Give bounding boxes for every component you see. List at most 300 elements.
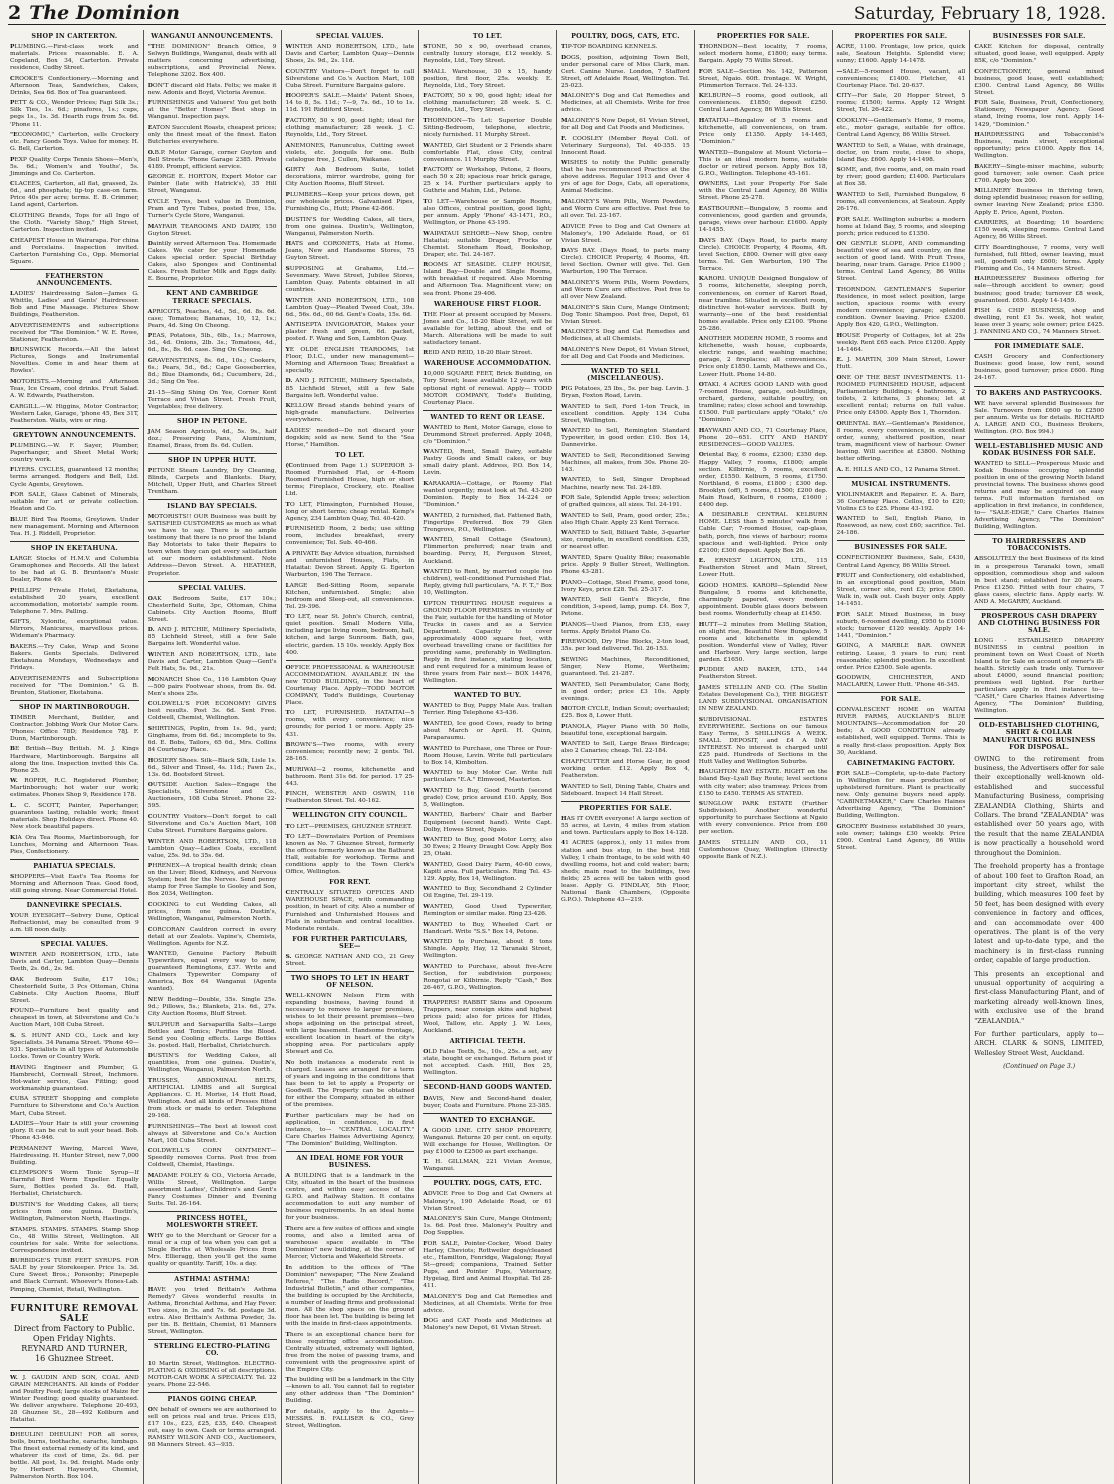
classified-ad: EASTBOURNE—Bungalow, 5 rooms and conveniences, good garden and grounds, garage, views over harbour. £1600. Apply 14-1455.: [698, 204, 828, 234]
classified-ad: GROCERY Business established 30 years, sole owner; takings £30 weekly. Price £900. Central Land Agency, 86 Willis Street.: [836, 822, 966, 851]
classified-ad: BAKERY—Single-mixer machine, suburb; good turnover; sole owner. Cash price £700. Apply box 200.: [974, 162, 1104, 184]
classified-ad: WANTED, Good Dairy Farm, 40-60 cows, Kapiti area. Full particulars. Ring Tel. 43-129. Apply, Box 14, Wellington.: [423, 860, 552, 882]
classified-ad: WANTED, Sell Gent's Bicycle, fine condition, 3-speed, lamp, pump. £4. Box 7, Petone.: [561, 596, 690, 618]
column-8: [970, 30, 1108, 1484]
classified-ad: FACTORY or Workshop, Petone, 2 floors, each 50 x 28; spacious rear brick garage, 25 x 14. Further particulars apply to Guthrie and Mahin, Ltd., Petone.: [423, 166, 552, 195]
classified-ad: MADAME FOLEY & CO., Victoria Arcade, Willis Street, Wellington. Large assortment Ladies', Children's and Gent's Fancy Costumes Dinner and Evening Suits. Tel. 26-164.: [147, 1171, 277, 1208]
classified-ad: WANTED, Rent, Small Dairy, suitable Pastry Goods and Small cakes, or buy small dairy plant. Address, P.O. Box 14, Levin.: [423, 448, 552, 477]
column-divider: [974, 534, 1104, 535]
classified-ad: HOSIERY Shoes. Silk—Black Silk, Lisle 1s. 6d., Silver and Tinsel, 4s. 11d.; Fawn 2s., 13s. 6d. Bootsford Street.: [147, 756, 277, 778]
classified-ad: FLYERS. CYCLES, guaranteed 12 months; terms arranged. Rodgers and Bell, Ltd. Cycle Agents, Greytown.: [10, 466, 139, 488]
column-divider: [423, 1113, 552, 1114]
classified-ad: WANTED, Spare Quality Bike; reasonable price. Apply 9 Buller Street, Wellington. Phone 43-281.: [561, 553, 690, 575]
section-heading: PRINCESS HOTEL, MOLESWORTH STREET.: [166, 1214, 258, 1230]
classified-ad: GEORGE E. HORTON, Expert Motor car Painter (late with Hatrick's), 35 Hill Street, Wanganui.: [147, 173, 277, 195]
classified-ad: E. J. MARTIN, 309 Main Street, Lower Hutt.: [836, 356, 966, 371]
classified-ad: For details, apply to the Agents— MESSRS. B. FALLISER & CO., Grey Street, Wellington.: [285, 1407, 415, 1430]
section-heading: WELL-ESTABLISHED MUSIC AND KODAK BUSINESS FOR SALE.: [975, 441, 1104, 457]
section-heading: AN IDEAL HOME FOR YOUR BUSINESS.: [296, 1153, 404, 1169]
classified-ad: BRUNSWICK Records.—All the latest Pictures, Songs and Instrumental Novelties. Come in and hear them at Rowles'.: [10, 346, 139, 375]
column-divider: [10, 428, 139, 429]
column-7: [833, 30, 971, 1484]
classified-ad: No both instances a moderate rent is charged. Leases are arranged for a term of years and ingoing in the conditions that has been to let to apply a Property or Goodwill. The Property can be obtained for either the Company, situated in either of the premises.: [285, 1058, 415, 1109]
classified-ad: PHILLIPS' Private Hotel, Eketahuna, established 20 years, excellent accommodation, motorists' sample room. Telephone 7. Mrs. Palling.: [10, 586, 139, 615]
classified-ad: CLACEES, Carterton, all flat, grassed, 2s. 6d., and phosphate; tip-top case-on farm. Price 40s per acre; terms. E. B. Crimmer, Land agent, Carterton.: [10, 180, 139, 209]
classified-ad: FOR SALE—Complete, up-to-date Factory in Wellington for mass production of upholstered furniture. Plant is practically new. Only genuine buyers need apply. "CABINETMAKER," Care Charles Haines Advertising Agency, "The Dominion" Building, Wellington.: [836, 769, 966, 819]
classified-ad: CAKE Kitchen for disposal, centrally situated, good lease, well equipped. Apply 85K, c/o "Dominion.": [974, 43, 1104, 65]
classified-ad: DHEULIN! DHEULIN! FOR all sores, boils, burns, toothache, earache, lumbago. The finest external remedy of its kind, and whatever its cost of time, 2s. 6d. per bottle. All post, 1s. 9d. freight. Made only by Herbert Hayworth, Chemist, Palmerston North. Box 104.: [10, 1430, 139, 1481]
classified-ad: S. GEORGE NATHAN AND CO., 21 Grey Street.: [285, 952, 415, 967]
classified-ad: CORCORAN Cauldron correct in every detail at our Zealots. Vapine's, Chemists, Wellington. Agents for N.Z.: [147, 925, 277, 947]
classified-ad: The building will be a landmark in the City—known to all. You cannot fail to register any other address than "The Dominion" Building.: [285, 1376, 415, 1405]
classified-ad: HAIRDRESSERS' Business offering for sale—through accident to owner; good business; good trade; turnover £8 week, guaranteed. £650. Apply 14-1459.: [974, 275, 1104, 304]
classified-ad: MONARCH Shoe Co., 116 Lambton Quay—500 pairs Footwear shoes, from 8s. 6d. Men's shoes 25s.: [147, 675, 277, 697]
classified-ad: MALONEY'S Dog and Cat Remedies and Medicines, at all Chemists. Write for free advice.: [423, 1292, 552, 1314]
classified-ad: O.B.P. Motor Garage, corner Guyton and Bell Streets. 'Phone Garage 2385. Private 4189. Prompt, efficient service.: [147, 148, 277, 170]
column-divider: [148, 1272, 277, 1273]
classified-ad: SUBDIVISIONAL ESTATES EVERYWHERE. Sections on our famous Easy Terms, 5 SHILLINGS A WEEK. SMALL DEPOSIT, and £4 A DAY INTEREST. No interest is charged until £25 paid. Hundreds of Sections in the Hutt Valley and Wellington Suburbs.: [698, 715, 828, 765]
section-heading: SHOP IN CARTERTON.: [31, 32, 118, 40]
classified-ad: —SALE—5-roomed House, vacant, all conveniences; £1400. Fletcher, 41 Courtenay Place. Tel. 20-637.: [836, 67, 966, 89]
column-4: [419, 30, 557, 1484]
classified-ad: W. J. GAUDIN AND SON, COAL AND GRAIN MERCHANTS. All kinds of Fodder and Poultry Feed; large stocks of Maize for Winter Feeding; good quality guaranteed. We deliver anywhere. Telephone 20-493, 28 Ghuznee St., 28—492 Koliburn and Hataitai.: [10, 1373, 139, 1423]
classified-ad: HUTT—2 minutes from Melling Station, on slight rise, Beautiful New Bungalow, 5 rooms and kitchenette in splendid position. Wonderful view of Valley, River and Harbour. Very large section, large garden. £1650.: [698, 620, 828, 663]
section-heading: ISLAND BAY SPECIALS.: [167, 502, 258, 511]
section-heading: PAHIATUA SPECIALS.: [33, 861, 116, 870]
section-heading: STERLING ELECTRO-PLATING CO.: [154, 1341, 271, 1357]
classified-ad: FOR SALE—Section No. 142, Patterson Street, Ngaio. 60ft. frontage. W. Wright, Plimmerton Terrace. Tel. 24-133.: [698, 67, 828, 89]
column-divider: [148, 1211, 277, 1212]
classified-ad: DON'T discard old Hats. Felts; we make it new. Adonis and Boyd, Victoria Avenue.: [147, 81, 277, 96]
section-heading: SHOP IN MARTINBOROUGH.: [18, 702, 130, 711]
classified-ad: PERMANENT Waving, Marcel Wave, Hairdressing. H. Hunter Street, new 7,000 Building.: [10, 1144, 139, 1166]
column-divider: [286, 1151, 415, 1152]
classified-ad: FOR SALE Mixed Business, in busy suburb, 6-roomed dwelling, £950 to £1000 stock; turnover £120 weekly. Apply 14-1441, "Dominion.": [836, 610, 966, 639]
classified-ad: A GOOD LINE. CITY SHOP PROPERTY, Wanganui. Returns 20 per cent. on equity. Will exchange for House, Wellington. Or pay £1000 to £2500 as part exchange.: [423, 1126, 552, 1155]
classified-ad: FINCH, WEBSTER AND OSWIN, 116 Featherston Street. Tel. 40-162.: [285, 790, 415, 805]
classified-ad: WANTED to Buy, Wheeled Cart or Handcart. Write "S.S." Box 14, Petone.: [423, 920, 552, 935]
column-divider: [10, 269, 139, 270]
section-heading: OLD-ESTABLISHED CLOTHING, SHIRT & COLLAR MANUFACTURING BUSINESS FOR DISPOSAL.: [978, 721, 1100, 751]
advertisement-paragraph: This presents an exceptional and unusual opportunity of acquiring a first-class Manufacturing Plant, and of marketing already well-known lines, with exclusive use of the brand "ZEALANDIA.": [974, 969, 1104, 1025]
classified-ad: WANTED to Rent, Motor Garage, close to Drummond Street preferred. Apply 2048, c/o "Dominion.": [423, 423, 552, 445]
classified-ad: JAM Season Apricots, 4d., 5s. 9s., half doz.; Preserving Pans, Aluminium, Enamel, Brass, from 8s. 6d. Cullen.: [147, 427, 277, 449]
classified-ad: LADIES' Hairdressing Salon—James G. Whittle, Ladies' and Gents' Hairdresser. Bob and Fine Massage. Pictures Show Buildings, Featherston.: [10, 289, 139, 319]
classified-ad: GIRTY Ash Bedroom Suite, toilet decorations, mirror wardrobe, going for City Auction Rooms, Bluff Street.: [285, 166, 415, 188]
classified-ad: ON GENTLE SLOPE, AND commanding beautiful view of sea and country, on fine section of good land. With Fruit Trees, bearing, near tram. Garage. Price £1900 ; terms. Central Land Agency, 86 Willis Street.: [836, 240, 966, 283]
display-ad-line: Open Friday Nights.: [33, 1333, 116, 1343]
display-ad-line: Direct from Factory to Public.: [13, 1323, 135, 1333]
classified-ad: ONE OF THE BEST INVESTMENTS. 11-ROOMED FURNISHED HOUSE, adjacent Parliamentary Buildings; 4 bathrooms, 2 toilets, 2 kitchens, 3 phones; let at excellent rental; returns on full value. Price only £4500. Apply Box 1, Thorndon.: [836, 373, 966, 417]
classified-ad: TIP-TOP BOARDING KENNELS.: [561, 43, 658, 51]
classified-ad: LADIES' needed—Do not discard your dogskin; sold as new. Send to the "Sea Horse," Hamilton.: [285, 426, 415, 448]
classified-ad: KELLOW Bread stands behind years of high-grade manufacture. Deliveries everywhere.: [285, 402, 415, 424]
classified-ad: A. E. HILLS AND CO., 12 Panama Street.: [836, 465, 961, 473]
classified-ad: REID AND REID, 18-20 Blair Street.: [423, 349, 533, 357]
classified-ad: KELBURN—5 rooms, good outlook, all conveniences. £1850; deposit £250. Central Land Agency, 86 Willis Street.: [698, 92, 828, 114]
classified-ad: ANTISEPTA INVIGORATOR, Makes your plaster fresh and green, 6d. packet, posted. F. Wang and Son, Lambton Quay.: [285, 321, 415, 343]
classified-ad: SOME, and, five rooms, and, on main road by river; good garden; £1400. Particulars at Box 38.: [836, 166, 966, 188]
section-heading: TO LET.: [335, 450, 365, 459]
masthead-left: [8, 2, 180, 24]
classified-ad: TRAPPERS! RABBIT Skins and Opossum Trappers, near consign skins and highest prices paid; also for prices for Hides, Wool, Tallow, etc. Apply J. W. Lees, Auckland.: [423, 998, 552, 1035]
classified-ad: ADVERTISEMENTS and Subscriptions received for "The Dominion." G. B. Brunton, Stationer, Eketahuna.: [10, 674, 139, 696]
classified-ad: ANOTHER MODERN HOME, 5 rooms and kitchenette, wash house, cupboards, electric range, and washing machine; garage, 2 fireplaces; all conveniences. Price only £1850. Lamb, Mathews and Co., Lower Hutt. Phone 14-80.: [698, 335, 828, 378]
classified-ad: OWNERS, List your Property For Sale with the Central Land Agency, 86 Willis Street. Phone 25-278.: [698, 180, 828, 202]
classified-ad: CLOTHING Brands, Tops for all Ingo of the Cloth. "Variety Shop," High Street, Carterton. Inspection invited.: [10, 212, 139, 234]
classified-ad: CHEAPEST House in Wairarapa. For china and Porcelains. Inspection invited. Carterton Furnishing Co., Opp. Memorial Square.: [10, 236, 139, 265]
advertisement-paragraph: The freehold property has a frontage of about 100 feet to Grafton Road, an important city street, whilst the building, which measures 100 feet by 50 feet, has been designed with every convenience in factory and offices, and can accommodate over 400 operatives. The plant is of the very latest and up-to-date type, and the machinery is in first-class running order, capable of large production.: [974, 862, 1104, 965]
section-heading: SPECIAL VALUES.: [40, 940, 109, 949]
column-divider: [148, 286, 277, 287]
classified-ad: A PRIVATE Bay Advice situation, furnished and unfurnished Houses, Flats, in Hataitai: Devon Street. Apply G. Egerton Warburton, 196 The Terrace.: [285, 549, 415, 579]
classified-ad: MALONEY'S Skin Cure, Mange Ointment; Dog Tonic Shampoo. Post free, Depot, 61 Vivian Street.: [561, 303, 690, 325]
column-divider: [148, 1392, 277, 1393]
classified-ad: CONFECTIONERY, general mixed business, good lease, well established; £300. Central Land Agency, 86 Willis Street.: [974, 67, 1104, 96]
column-2: [144, 30, 282, 1484]
column-divider: [837, 540, 966, 541]
classified-ad: WINTER AND ROBERTSON, LTD., late Davis and Carter, Lambton Quay—Gent's Felt Hats, 5s. 9d., 21s.: [147, 650, 277, 673]
classified-ad: CHAFFCUTTER and Horse Gear, in good working order. £12. Apply Box 4, Featherston.: [561, 758, 690, 780]
classified-ad: COOKING to cut Wedding Cakes, all prices, from one guinea. Dustin's, Wellington, Wanganui, Palmerston North.: [147, 900, 277, 922]
classified-ad: CONFECTIONERY Business, Sale, £430, Central Land Agency, 86 Willis Street.: [836, 554, 966, 569]
classified-ad: DOG and CAT Foods and Medicines at Maloney's new Depot, 61 Vivian Street.: [423, 1317, 552, 1332]
classified-ad: FACTORY, 50 x 90, good light; ideal for clothing manufacturer; 28 week. S. C. Reynolds, Ltd., Tory Street.: [423, 92, 552, 114]
classified-ad: PIANOS—Used Pianos, from £35, easy terms. Apply Bristol Piano Co.: [561, 620, 690, 635]
section-heading: KENT AND CAMBRIDGE TERRACE SPECIALS.: [166, 289, 259, 305]
classified-ad: ANEMONES, Ranunculus, Cutting sweet violets, etc. Jonquils for one. Bulb catalogue free, J. Cullen, Waikanae.: [285, 141, 415, 163]
column-divider: [974, 609, 1104, 610]
classified-ad: FOUND—Furniture best quality and cheapest in town, at Silverstone and Co.'s Auction Mart, 108 Cuba Street.: [10, 1007, 139, 1029]
section-heading: PROPERTIES FOR SALE.: [578, 803, 672, 812]
classified-ad: FRUIT and Confectionery, old established, in an exceptional good position, Main Street, corner site, rent £3; price £800. Walk in, walk out. Cash buyer only. Apply 14-1451.: [836, 572, 966, 608]
classified-ad: COLDWELL'S FOR ECONOMY! GIVES best results. Post 3s. 6d. Sent Free. Coldwell, Chemist, Wellington.: [147, 700, 277, 722]
column-divider: [10, 700, 139, 701]
classified-ad: MALONEY'S Dog and Cat Remedies and Medicines, at all Chemists.: [561, 328, 690, 343]
classified-ad: JAMES STELLIN AND CO. (The Stellin Estates Development Co.), THE BIGGEST LAND SUBDIVISIONAL ORGANISATION IN NEW ZEALAND.: [698, 683, 828, 713]
column-divider: [148, 581, 277, 582]
classified-ad: OAK Bedroom Suite, £17 10s.; Chesterfield Suite, 3pc, Ottoman, China Cabinets. City Auction Rooms, Bluff Street.: [147, 594, 277, 623]
classified-ad: WANTED to Sell, Furnished Bungalow, 6 rooms, all conveniences, at Seatoun. Apply 26-176.: [836, 190, 966, 212]
section-heading: FOR RENT.: [329, 878, 371, 887]
classified-ad: CYCLE Tyres, best value in Dominion, Pram and Tyre Tubes, posted free, 15s. Turner's Cycle Store, Wanganui.: [147, 197, 277, 220]
section-heading: WELLINGTON CITY COUNCIL.: [292, 811, 408, 820]
classified-ad: DUSTIN'S for Wedding Cakes, all quantities, from one guinea. Dustin's, Wellington, Wanganui, Palmerston North.: [147, 1052, 277, 1074]
classified-ad: WANTED to Sell, Pram, good order, 25s.; also High Chair. Apply 23 Kent Terrace.: [561, 511, 690, 526]
classified-ad: FOR SALE, Glass Cabinet of Minerals, suitable for art or private collection. Heaton and Co.: [10, 491, 139, 513]
classified-ad: MOTOR CYCLE, Indian Scout; overhauled; £25. Box 8, Lower Hutt.: [561, 705, 690, 720]
issue-date: Saturday, February 18, 1928.: [853, 4, 1106, 24]
classified-ad: HAS IT OVER everyone! A large section of 55 acres, at Levin, 4 miles from station and town. Particulars apply to Box 14-128.: [561, 814, 690, 836]
classified-ad: OAK Bedroom Suite, £17 10s.; Chesterfield Suite, 3 Pcs Ottoman, China Cabinets. City Auction Rooms, Bluff Street.: [10, 975, 139, 1004]
classified-ad: STAMPS. STAMPS. STAMPS. Stamp Shop Co., 48 Willis Street, Wellington. All countries for sale. Write for selections. Correspondence invited.: [10, 1225, 139, 1254]
classified-ad: SHIRTINGS, Poplin, from 1s. 9d., yard; Ginghams, from 6d. 6d.; incomplete to 9s. 6d. E. Bobs, Tailors, 65 6d., Mrs. Collins 84 Courtenay Place.: [147, 724, 277, 753]
column-divider: [423, 410, 552, 411]
classified-ad: WANTED to Sell, Dining Table, Chairs and Sideboard. Inspect 14 Hall Street.: [561, 782, 690, 797]
classified-ad: PLUMBING.—First-class work and materials. Prices reasonable. E. A. Copeland, Box 34, Carterton. Private residence, Cudby Street.: [10, 43, 139, 72]
classified-ad: TO LET—PREMISES, GHUZNEE STREET.: [285, 822, 413, 830]
classified-ad: WANTED to SELL—Prosperous Music and Kodak Business occupying splendid position in one of the growing North Island provincial towns. The business shows good returns and may be acquired on easy terms. Full information furnished on application in first instance, in confidence, to— "SALE-EDGE," Care Charles Haines Advertising Agency, "The Dominion" Building, Wellington.: [974, 459, 1104, 531]
classified-ad: ADVICE Free to Dog and Cat Owners at Maloney's, 190 Adelaide Road, or 61 Vivian Street.: [561, 222, 690, 244]
page-number: 2: [8, 2, 22, 24]
classified-ad: SUNGLOW PARK ESTATE (Further Subdivision). Another wonderful opportunity to purchase Sections at Ngaio with every convenience. Price from £60 per section.: [698, 800, 828, 836]
section-heading: WANGANUI ANNOUNCEMENTS.: [151, 32, 274, 40]
classified-ad: WINTER AND ROBERTSON, LTD., late Davis and Carter, Lambton Quay—Dennis Shoes, 2s. 9d., 2s. 11d.: [285, 43, 415, 65]
classified-ad: FOR Sale, Business, Fruit, Confectionery, Stationery, Newspaper Agency. Good stand, living rooms, low rent. Apply 14-1429, "Dominion.": [974, 99, 1104, 128]
column-divider: [974, 339, 1104, 340]
classified-ad: WANTED, Sell Perambulator, Cane Body, in good order; price £3 10s. Apply evenings.: [561, 680, 690, 702]
classified-ad: PIG Potatoes, 25 lbs., 5s. per bag. Levin. J. Bryan, Foxton Road, Levin.: [561, 384, 690, 400]
classified-ad: CARRIERS, at Boarding; 16 boarders; £150 week, sleeping rooms. Central Land Agency, 86 Willis Street.: [974, 219, 1104, 241]
classified-ad: KARAKARIA—Cottage, or Roomy Flat wanted urgently; must look at Tel. 43-200 Dominion. Reply to Box 14-224 or "Dominion.": [423, 480, 552, 509]
column-divider: [974, 718, 1104, 719]
classified-ad: A BUILDING that is a landmark in the City, situated in the heart of the business centre, and within easy access of the G.P.O. and Railway Station. It contains accommodation to suit any number of business requirements. In an ideal home for your business.: [285, 1172, 415, 1222]
classified-columns: [6, 30, 1108, 1481]
classified-ad: HOOPER'S SALE.—Maids' Patent Shoes, 14 to 8, 5s. 11d.; 7—9, 7s. 6d., 10 to 1s. 11d. 191 Riddiford Street.: [285, 92, 415, 114]
classified-ad: ROOMS AT SEASIDE. CLIFF HOUSE, Island Bay—Double and Single Rooms, with breakfast if required. Also Morning and Afternoon Tea. Magnificent view; on sea front. Phone 29-406.: [423, 261, 552, 297]
classified-ad: LARGE Stocks of H.M.V. and Columbia Gramophones and Records. All the latest to be had at G. B. Bruntson's Music Dealer, Phone 49.: [10, 554, 139, 584]
classified-ad: WANTED to Purchase, about five-Acre Section, for subdivision purposes; Rongotai or Kilbirnie. Reply "Cash," Box 26-467, G.P.O., Wellington.: [423, 962, 552, 991]
section-heading: WAREHOUSE ACCOMMODATION.: [424, 359, 552, 368]
section-heading: TO BAKERS AND PASTRYCOOKS.: [976, 388, 1103, 397]
section-heading: WAREHOUSE FIRST FLOOR.: [433, 299, 542, 308]
classified-ad: FIREWOOD, Dry Pine Blocks, 2-ton load, 35s. per load delivered. Tel. 26-153.: [561, 638, 690, 653]
classified-ad: WANTED, Barbers' Chair and Barber Equipment (second hand). Write Capt. Dolby, Howes Street, Ngaio.: [423, 811, 552, 833]
section-heading: GREYTOWN ANNOUNCEMENTS.: [12, 430, 136, 439]
section-heading: PROSPEROUS CASH DRAPERY AND CLOTHING BUSINESS FOR SALE.: [978, 611, 1101, 634]
classified-ad: FISH & CHIP BUSINESS, shop and dwelling, rent £1 5s. week, hot water, lease over 3 years; sole owner; price £425. J. FANNING AND CO., 74 Manners Street.: [974, 307, 1104, 336]
advertisement-paragraph: OWING to the retirement from business, the Advertisers offer for sale their exceptionally well-known old-established and successful Manufacturing Business, comprising ZEALANDIA Clothing, Shirts and Collars. The brand "ZEALANDIA" was established over 50 years ago, with the result that the name ZEALANDIA is now practically a household word throughout the Dominion.: [974, 754, 1104, 857]
classified-ad: COUNTRY Visitors—Don't forget to call Silverstone and Co.'s Auction Mart, 108 Cuba Street. Furniture Bargains galore.: [285, 67, 415, 89]
classified-ad: KIA Ora Tea Rooms, Martinborough, for Lunches, Morning and Afternoon Teas. Pies, Confectionery.: [10, 833, 139, 855]
classified-ad: WANTED, Girl Student or 2 Friends share comfortable Flat, close City, central convenience. 11 Murphy Street.: [423, 141, 552, 163]
section-heading: SPECIAL VALUES.: [178, 583, 246, 592]
column-divider: [423, 1080, 552, 1081]
column-divider: [974, 439, 1104, 440]
classified-ad: WANTED, 2 furnished, flat. Fattened Bath, Fingertips Preferred. Box 79 Glen Trengrove, P.O., Wellington.: [423, 511, 552, 533]
classified-ad: WANTED to Sell, Ford 1-ton Truck, in excellent condition. Apply 134 Cuba Street, Wellington.: [561, 402, 690, 424]
classified-ad: ABSOLUTELY the best Business of its kind in a prosperous Taranaki town, small opposition, commodious shop and saloon in best stand; established for 20 years. Price £1250. Fitted with four chairs, 7 glass cases, electric fans. Apply early. W. AND A. McGARRY, Auckland.: [974, 555, 1104, 605]
classified-ad: EATON Succulent Roasts, cheapest prices; only the finest meat of the finest. Eaton Butcheries everywhere.: [147, 124, 277, 146]
classified-ad: THORNDON—Best locality, 7 rooms, select modern home, £1800; easy terms. Bargain. Apply 75 Willis Street.: [698, 43, 828, 65]
classified-ad: CASH Grocery and Confectionery Business: good lease, low rent, sound business, good turnover; price £600. Ring 24-167.: [974, 353, 1104, 382]
paper-title: The Dominion: [29, 2, 180, 24]
classified-ad: ADVICE Free to Dog and Cat Owners at Maloney's, 190 Adelaide Road, or 61 Vivian Street.: [423, 1190, 552, 1212]
classified-ad: WANTED to Rent, by married couple (no children), well-conditioned Furnished Flat. Reply, giving full particulars, "A. F. T.," Box 10, Wellington.: [423, 568, 552, 597]
classified-ad: ACRE, 1100. Frontage, low price, quick sale, Seatoun Heights. Splendid view; sunny; £1600. Apply 14-1478.: [836, 43, 966, 65]
classified-ad: WANTED, Ice good Cows, ready to bring about March or April. H. Quinn, Paraparaumu.: [423, 719, 552, 742]
classified-ad: 41 ACRES (approx.), only 11 miles from station and bus stop, in the best Hill Valley, 1 chain frontage, to be sold with 40 dwelling rooms, hot and cold water; barn; sheds; main road to the buildings, two fields; 25 acres will be taken with good lease. Apply G. FINDLAY, 5th Floor, National Bank Chambers, (Opposite G.P.O.). Telephone 43—219.: [561, 839, 690, 903]
classified-ad: WANTED to Purchase, one Three or Four-Room House, Levin. Write full particulars to Box 14, Kimbolton.: [423, 744, 552, 766]
section-heading: SHOP IN EKETAHUNA.: [30, 543, 118, 552]
classified-ad: 10 Martin Street, Wellington. ELECTRO-PLATING & OXIDISING of all descriptions. MOTOR-CAR WORK A SPECIALTY. Tel. 22 years. Phone 22-546.: [147, 1360, 277, 1389]
classified-ad: DAYS BAY. (Days Road, to parts many Circle). CHOICE Property, 4 Rooms, 4ft. level Section. Owner will give. Tel. Gen Warburton, 190 The Terrace.: [561, 247, 690, 276]
column-divider: [148, 414, 277, 415]
classified-ad: OUTSIDE Auction Sales—Engage the Specialists, Silverstone and Co., Auctioneers, 108 Cuba Street. Phone 22-595.: [147, 781, 277, 810]
classified-ad: HAIRDRESSING and Tobacconist's Business, main street, exceptional opportunity; price £1000. Apply Box 14, Wellington.: [974, 131, 1104, 160]
classified-ad: Daintily served Afternoon Tea. Homemade Cakes. We cater for your Homemade Cakes special order. Special Birthday Cakes, also Sponges and Continental Cakes. Fresh Butter Milk and Eggs daily. E. Bourne, Proprietor.: [147, 240, 277, 283]
classified-ad: BAKERS.—Try Cake, Wrap and Scone Bakers. Gents Specials. Delivered Eketahuna Mondays, Wednesdays and Fridays.: [10, 642, 139, 672]
classified-ad: WISHES to notify the Public generally that he has recommenced Practice at the above address. Regular 1913 and Over 4 yrs of age for Dogs, Cats, all operations, Animal Medicine.: [561, 159, 690, 195]
column-divider: [148, 453, 277, 454]
section-heading: FEATHERSTON ANNOUNCEMENTS.: [36, 271, 113, 287]
column-3: [282, 30, 420, 1484]
classified-ad: THORNDON. GENTLEMAN'S Superior Residence, in most select position, large section, spacious rooms with every modern convenience; garage; splendid condition. Owner leaving. Price £3200. Apply Box 420, G.P.O., Wellington.: [836, 285, 966, 329]
classified-ad: In addition to the offices of "The Dominion" newspaper, "The New Zealand Referee," "The Radio Record," "The Industrial Bulletin," and other companies, the building is occupied by the Architects, a number of leading firms and professional men. All the shop space on the ground floor has been let. The building is being let with the inside in first-class appointments.: [285, 1263, 415, 1327]
classified-ad: GOOD HOMES. KARORI—Splendid New Bungalow, 5 rooms and kitchenette, charmingly papered, every modern appointment. Double glass doors between best rooms. Wonderfully cheap at £1450.: [698, 581, 828, 617]
classified-ad: WINTER AND ROBERTSON, LTD., 108 Lambton Quay—Pleated Tweed Coat, 39s. 6d., 56s. 6d., 60 6d. Gent's Coats, 15s. 6d.: [285, 296, 415, 318]
classified-ad: TO LET, FURNISHED. HATAITAI—5 rooms, with every convenience; nice grounds; for period 1 or more. Apply 25-431.: [285, 709, 415, 738]
column-divider: [561, 364, 690, 365]
classified-ad: PEXP Quality Corps Tennis Shoes—Men's, 5s. 6d.; Women's and Youths', 5s. Jimmings and Co. Carterton.: [10, 155, 139, 177]
classified-ad: FURNISHINGS and Valuers! You get both at the "Better Homes" Best shop in Wanganui. Inspection pays.: [147, 99, 277, 121]
classified-ad: PETONE Steam Laundry, Dry Cleaning, Blinds, Carpets and Blankets. Diary, Mitchell, Upper Hutt, and Charles Street Trentham.: [147, 466, 277, 496]
classified-ad: CITY—For Sale, 20 Hopper Street, 5 rooms; £1500; terms. Apply 12 Wright Street, Tel. 26-422.: [836, 92, 966, 114]
classified-ad: Further particulars may be had on application, in confidence, in first instance, to— "CENTRAL LOCALITY." Care Charles Haines Advertising Agency, "The Dominion" Building, Wellington.: [285, 1111, 415, 1147]
classified-ad: "THE DOMINION" Branch Office, 9 Selwyn Buildings, Wanganui, deals with all matters concerning advertising, subscriptions, and Provincial News. Telephone 3202. Box 400.: [147, 43, 277, 79]
classified-ad: WINTER AND ROBERTSON, LTD., 118 Lambton Quay—Ladies Coats, excellent value, 25s. 9d. to 35s. 6d.: [147, 837, 277, 859]
classified-ad: F. COOSLEY (Member Royal Coll. of Veterinary Surgeons), Tel. 40-355. 15 Innocent Road.: [561, 134, 690, 156]
classified-ad: YE OLDE ENGLISH TEAROOMS, 1st Floor, D.I.C., under new management—Morning and Afternoon Teas; Breakfast a specialty.: [285, 345, 415, 374]
classified-ad: DUSTIN'S for Wedding Cakes, all tiers; prices from one guinea. Dustin's, Wellington, Palmerston North, Hastings.: [10, 1201, 139, 1223]
classified-ad: MALONEY'S Worm Pills, Worm Powders, and Worm Cure are effective. Post free to all over. Tel. 23-167.: [561, 197, 690, 220]
classified-ad: WANTED to Sell, Remington Standard Typewriter, in good order. £10. Box 14, Dannevirke.: [561, 427, 690, 449]
classified-ad: CONVALESCENT HOME on WAITAI RIVER FARMS, AUCKLAND'S BLUE MOUNTAINS—Accommodation for 20 beds; A GOOD CONDITION already established, well equipped. Terms. This is a really first-class proposition. Apply Box 30, Auckland.: [836, 706, 966, 756]
classified-ad: LONG - ESTABLISHED DRAPERY BUSINESS in central position in prominent town on West Coast of North Island is for Sale on account of owner's ill-health. Strictly cash trade only. Turnover about £4000, sound financial position; premises well lighted. For further particulars apply in first instance to— "CASH," Care Charles Haines Advertising Agency, "The Dominion" Building, Wellington.: [974, 636, 1104, 715]
classified-ad: JAMES STELLIN AND CO., 11 Customhouse Quay, Wellington (Directly opposite Bank of N.Z.).: [698, 838, 828, 860]
classified-ad: MALONEY'S Skin Cure, Mange Ointment; 1s. 6d. Post free. Maloney's Poultry and Dog Supplies.: [423, 1215, 552, 1237]
classified-ad: CARGILL.—W. Higgins, Motor Contractor, Western Lake, Garage, 'phone 45, Bex 31T, Featherston. Waits, wire or ring.: [10, 402, 139, 424]
column-divider: [10, 1297, 139, 1298]
classified-ad: NEW Bedding—Double, 35s. Single 25s. 9d.; Pillows, 5s.; Blankets, 21s. 6d., 27s. City Auction Rooms, Bluff Street.: [147, 995, 277, 1018]
section-heading: FOR SALE.: [880, 695, 922, 704]
classified-ad: HAUGHTON BAY ESTATE. RIGHT on the Island Bay–Lyall Bay Route; level sections with city water; also tramway. Prices from £150 to £450. TERMS AS STATED.: [698, 768, 828, 797]
column-divider: [148, 1339, 277, 1340]
classified-ad: MILLINERY Business in thriving town, doing splendid business; reason for selling, owner leaving New Zealand; price £350. Apply E. Price, Agent, Foxton.: [974, 187, 1104, 216]
column-divider: [10, 937, 139, 938]
classified-ad: ON behalf of owners we are authorised to sell on prices real and true. Prices £15, £17 10s., £23, £25, £35, £40. Cheapest out, easy to own. Cash or terms arranged. RAMSEY WILSON AND CO., Auctioneers, 98 Manners Street. 43—935.: [147, 1406, 277, 1449]
column-divider: [837, 692, 966, 693]
display-ad-line: REYNARD AND TURNER,: [21, 1343, 128, 1353]
classified-ad: WANTED to Buy, Puppy Male Aus. tralian Terrier. Ring Telephone 43-436.: [423, 702, 552, 717]
column-divider: [10, 1370, 139, 1371]
classified-ad: WANTED—Bungalow at Mount Victoria—This is an ideal modern home, suitable doctor or retired person. Apply Box 18, G.P.O., Wellington. Telephone 45-161.: [698, 148, 828, 177]
classified-ad: E. ERNEST LIGHTON, LTD., 115 Featherston Street and Main Street, Lower Hutt.: [698, 557, 828, 579]
classified-ad: WANTED to Purchase, about 8 tons Shingle. Apply, Hay, 12 Taranaki Street, Wellington.: [423, 938, 552, 960]
section-heading: CABINETMAKING FACTORY.: [846, 758, 955, 767]
classified-ad: TRUSSES, ABDOMINAL BELTS, ARTIFICIAL LIMBS and all Surgical Appliances. C. H. Morise, 14 Hutt Road, Wellington. And all kinds of Presses fitted from stock or made to order. Telephone 29-168.: [147, 1076, 277, 1120]
display-advertisement: [10, 1304, 139, 1364]
section-heading: WANTED TO EXCHANGE.: [439, 1115, 536, 1124]
section-heading: POULTRY. DOGS, CATS, ETC.: [433, 1179, 542, 1188]
classified-ad: CLEMPSON'S Worm Tonic Syrup—If Harmful Bird Worm Expeller. Equally Sure, Bottles posted 3s. 6d. Hall, Herbalist, Christchurch.: [10, 1169, 139, 1198]
classified-ad: DOGS, position, adjoining Town Belt, under personal care of Miss Clark, man. Cert. Canine Nurse. London, 7 Stafford Street, off Adelaide Road, Wellington. Tel. 25-023.: [561, 53, 690, 89]
classified-ad: GIFTS, Xylonite, exceptional value. Mirrors, Manicures, marvellous prices. Wideman's Pharmacy.: [10, 618, 139, 640]
classified-ad: FACTORY, 50 x 90, good light; ideal for clothing manufacturer; 28 week. J. C. Reynolds, Ltd., Tory Street.: [285, 116, 415, 139]
classified-ad: L. C. SCOTT, Painter, Paperhanger, guarantees lasting, reliable work; finest materials. Shop Holidays direct. Phone 40. New stock beautiful papers.: [10, 801, 139, 830]
classified-ad: WANTED to Sell, Large Brass Birdcage; also 2 Canaries; cheap. Tel. 22-184.: [561, 740, 690, 755]
section-heading: SHOP IN UPPER HUTT.: [168, 455, 257, 464]
classified-ad: OTAKI. 4 ACRES GOOD LAND with good 7-roomed House, garage, out-buildings, orchard, gardens, suitable poultry, on tramline; rates; close school and township. £1500. Full particulars apply "Otaki," c/o "Dominion.": [698, 381, 828, 424]
classified-ad: WELL-KNOWN Nelson Firm with expanding business, having found it necessary to remove to larger premises, wishes to let their present premises—two shops adjoining on the principal street, with large basement. Handsome frontage, excellent location in heart of the city's shopping area. For particulars apply Stewart and Co.: [285, 991, 415, 1056]
classified-ad: SMALL Warehouse, 30 x 15, handy position, first floor, 25s. weekly. E. Reynolds, Ltd., Tory Street.: [423, 67, 552, 89]
section-heading: PIANOS GOING CHEAP.: [167, 1395, 257, 1404]
classified-ad: TIMBER Merchant, Builder, and Contractor. Jobbing Work Our Motor Cars. 'Phones: Office 78D; Residence 78J. F. Dunn, Martinborough.: [10, 713, 139, 742]
classified-ad: WANTED to Sell, Billiard Table, 3-quarter size, complete, in excellent condition. £35, or nearest offer.: [561, 529, 690, 551]
section-heading: FOR IMMEDIATE SALE.: [994, 342, 1084, 351]
classified-ad: W. ROPER, R.C. Registered Plumber, Martinborough; hot water our work; estimates. Phones Shop 9, Residence 178.: [10, 777, 139, 799]
column-divider: [286, 660, 415, 661]
classified-ad: PUDDIE AND BAKER, LTD., 144 Featherston Street.: [698, 666, 828, 681]
section-heading: POULTRY, DOGS, CATS, ETC.: [571, 32, 680, 40]
section-heading: TO LET.: [472, 32, 503, 40]
continued-note: (Continued on Page 3.): [1003, 1063, 1076, 1071]
column-divider: [423, 688, 552, 689]
classified-ad: WAIPATAUI SEHORE—New Shop, centre Hataitai; suitable Draper, Frocks or Chemist. Stoneham Road, Bookshop, Draper, etc. Tel. 24-167.: [423, 229, 552, 258]
classified-ad: GRAVENSTEINS, 8s. 6d., 10s.; Cookers, 6s.; Pears, 5d., 6d.; Cape Gooseberries, 8d.; Blue Diamonds, 6d.; Cucumbers, 2d., 3d.; Sing On Yee.: [147, 356, 277, 385]
classified-ad: WHY go to the Merchant or Grocer for a meal or a cup of tea when you can get a Single Berths at Wholesale Prices from Mrs. Ellieragg, then you'll get the same quality or quantity. Tariff, 10s. a day.: [147, 1232, 277, 1268]
section-heading: BUSINESSES FOR SALE.: [854, 543, 948, 552]
classified-ad: COOKLYN—Gentleman's Home, 9 rooms, etc., motor garage, suitable for office. Central Land Agency, 86 Willis Street.: [836, 116, 966, 139]
column-divider: [10, 898, 139, 899]
classified-ad: WANTED to Buy, Good Fourth (second grade) Cow, price around £10. Apply, Box 5, Wellington.: [423, 786, 552, 808]
classified-ad: SUPPOSING at Grahams, Ltd.—Sevenmary. Wave Street, Jubilee Stores, Lambton Quay. Patents obtained in all countries.: [285, 264, 415, 293]
classified-ad: ADVERTISEMENTS and subscriptions received for "The Dominion." W. E. Rowe, Stationer, Featherston.: [10, 321, 139, 343]
classified-ad: PLUMBING.—W. F. Sayer, Plumber, Paperhanger, and Sheet Metal Work; country work.: [10, 441, 139, 463]
classified-ad: TO LET—Warehouse or Sample Rooms, also Offices, central position, good light; per annum. Apply 'Phone' 43-1471, P.O., Wellington, or Phone 43-195.: [423, 197, 552, 227]
column-divider: [286, 971, 415, 972]
section-heading: PROPERTIES FOR SALE.: [854, 32, 948, 40]
column-divider: [974, 386, 1104, 387]
column-divider: [10, 1427, 139, 1428]
classified-ad: SHOPPERS—Visit East's Tea Rooms for Morning and Afternoon Teas. Good food, still going strong. Near Commercial Hotel.: [10, 872, 139, 894]
section-heading: TWO SHOPS TO LET IN HEART OF NELSON.: [290, 973, 410, 989]
classified-ad: BROWN'S—Two rooms, with every convenience; recently new; 2 gents. Tel. 28-165.: [285, 741, 415, 763]
classified-ad: FURNISHINGS—The best at lowest cost always at Silverstone and Co.'s Auction Mart, 108 Cuba Street.: [147, 1122, 277, 1144]
section-heading: WANTED TO SELL (MISCELLANEOUS).: [587, 366, 664, 382]
classified-ad: HOUSE Property of Cottages, let at 25s weekly. Rent £65 each. Price £1200. Apply 14-1464.: [836, 331, 966, 353]
classified-ad: WANTED, Genuine Factory Rebuilt Typewriters, equal every way to new, guaranteed Remingtons, £37. Write and Chalmers Typewriter Company of America, Box 64 Wanganui (Agents wanted).: [147, 950, 277, 993]
classified-ad: CUBA STREET Shopping and complete Furniture to Silverstone and Co.'s Auction Mart, Cuba Street.: [10, 1095, 139, 1117]
classified-ad: WANTED to buy Motor Car. Write full particulars "E.A." Elmwood, Masterton.: [423, 769, 552, 784]
classified-ad: STONE, 50 x 90, overhead cranes, centrally luxury storage, £12 weekly. S. Reynolds, Ltd., Tory Street.: [423, 43, 552, 65]
classified-ad: CENTRALLY SITUATED OFFICES AND WAREHOUSE SPACE, with commanding position, in heart of city. Also a number of Furnished and Unfurnished Houses and Flats in suburban and central localities. Moderate rentals.: [285, 889, 415, 932]
classified-ad: D. AND J. RITCHIE, Millinery Specialists, 85 Lichfield Street, still a few Sale Bargains left. Wonderful value.: [147, 626, 277, 648]
classified-ad: FURNISHED Room, 2 beds; use sitting room, includes breakfast, every convenience; Tel. Sub. 40-466.: [285, 525, 415, 547]
classified-ad: WINTER AND ROBERTSON, LTD., late Davis and Carter, Lambton Quay—Dennis Teeth, 2s. 6d., 2s. 9d.: [10, 951, 139, 973]
column-divider: [10, 541, 139, 542]
section-heading: TO HAIRDRESSERS AND TOBACCONISTS.: [992, 537, 1087, 553]
section-heading: ASTHMA! ASTHMA!: [174, 1274, 250, 1283]
classified-ad: UPTON THRIFTING HOUSE requires a GROUND FLOOR PREMISES in vicinity of the Fair, suitable for the handling of Motor Trucks in cases and as a Service Department. Capacity to cover approximately 4000 square feet, with overhead travelling crane or facilities for providing same, preferably in Wellington. Reply in first instance, stating location, and rent required for a minimum lease of three years from Fair next— BOX 14476, Wellington.: [423, 599, 552, 685]
classified-ad: WANTED to Sell, English Piano, in Rosewood, as new, cost £60; sacrifice. Tel. 24-186.: [836, 515, 966, 537]
classified-ad: BLUE Bird Tea Rooms, Greytown. Under new management. Morning and Afternoon Tea. H. J. Riddell, Proprietor.: [10, 515, 139, 537]
classified-ad: THE Floor at present occupied by Messrs. Jones and Co., 18-20 Blair Street, will be available for letting, about the end of March. Alterations will be made to suit satisfactory tenant.: [423, 310, 552, 346]
column-divider: [10, 859, 139, 860]
classified-ad: MALONEY'S Now Depot, 61 Vivian Street, for all Dog and Cat Foods and Medicines.: [561, 116, 690, 132]
classified-ad: HATS and CORONETS, Hats at Home. Jeans, New and Handsome Stores, 75 Guyton Street.: [285, 240, 415, 262]
section-heading: ARTIFICIAL TEETH.: [449, 1037, 526, 1046]
classified-ad: PIANO—Cottage, Steel Frame, good tone, Ivory Keys, price £28. Tel. 25-317.: [561, 578, 690, 593]
classified-ad: "ECONOMIC," Carterton, sells Crockery etc. Fancy Goods Toys. Value for money. H. G. Bell, Carterton.: [10, 131, 139, 153]
classified-ad: OFFICE PROFESSIONAL & WAREHOUSE ACCOMMODATION. AVAILABLE IN the new TODD BUILDING, in the heart of Courtenay Place. Apply—TODD MOTOR COMPANY, Todd's Buildings, Courtenay Place.: [285, 663, 415, 706]
column-1: [6, 30, 144, 1484]
classified-ad: HAYWARD AND CO., 71 Courtenay Place, Phone 20—651. CITY AND HANDY RESIDENCES—GOOD VALUES.: [698, 426, 828, 448]
classified-ad: SEWING Machines, Reconditioned, Singer, New Home, Wertheim; guaranteed. Tel. 21-287.: [561, 655, 690, 678]
classified-ad: WE have several splendid Businesses for Sale. Turnovers from £600 up to £2500 per annum. Write us for details. RICHARD A. LARGE AND CO., Business Brokers, Wellington. (P.O. Box 994.): [974, 399, 1104, 435]
display-ad-line: FURNITURE REMOVAL SALE: [10, 1303, 139, 1324]
classified-ad: LARGE Bed-Sitting Room, separate Kitchen, unfurnished. Single; also bedroom and Sleep-out, all conveniences. Tel. 29-396.: [285, 581, 415, 610]
